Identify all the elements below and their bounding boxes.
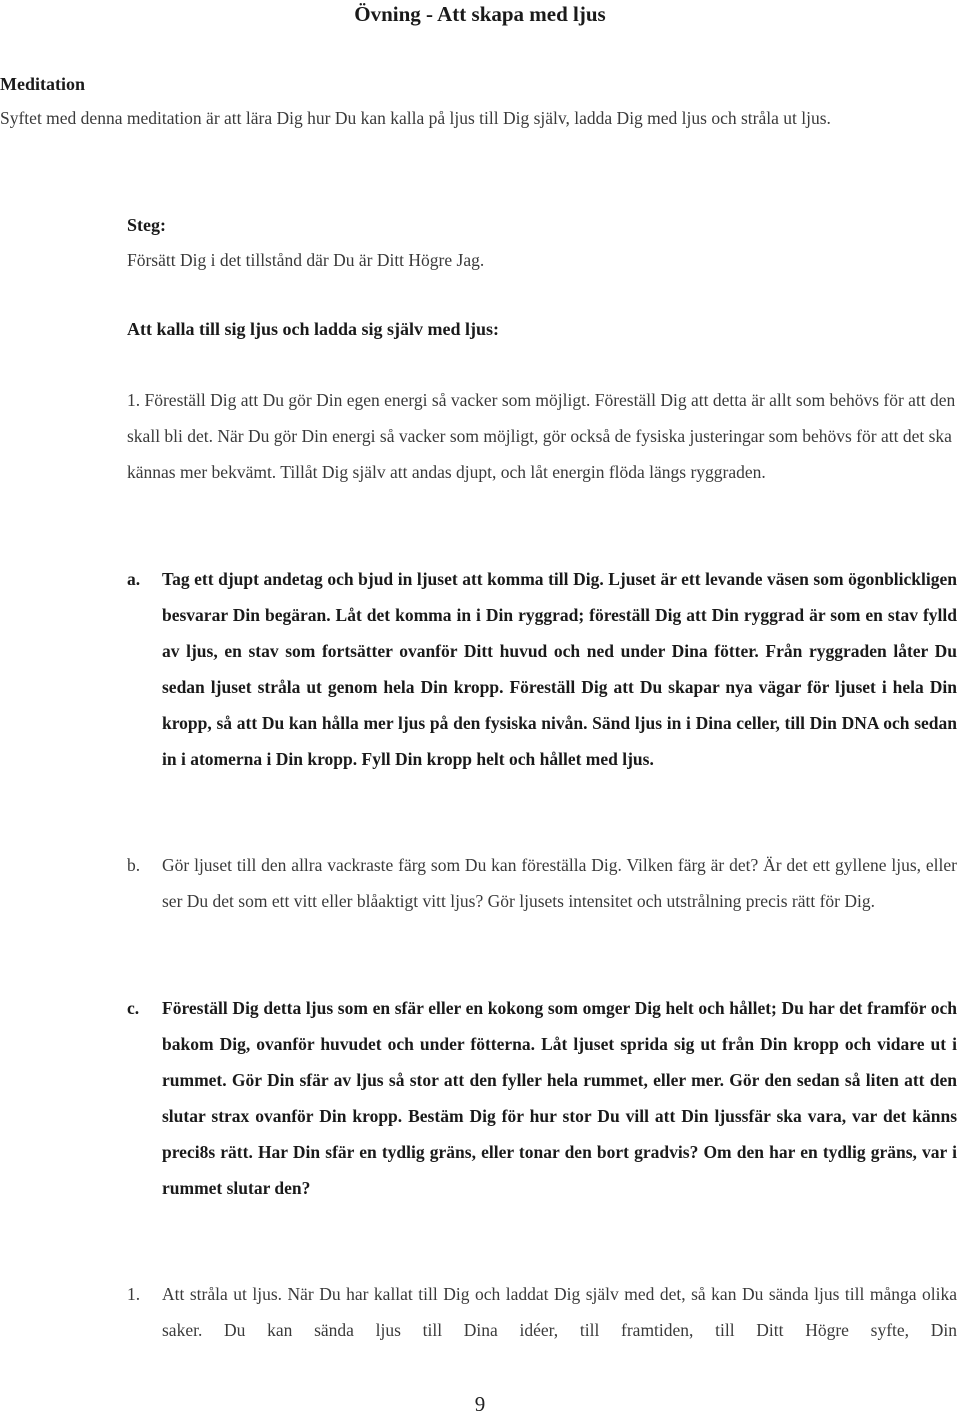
page-title: Övning - Att skapa med ljus [354,2,606,26]
steg-text: Försätt Dig i det tillstånd där Du är Ditt Högre Jag. [127,250,485,270]
subsection-heading: Att kalla till sig ljus och ladda sig själv med ljus: [127,319,500,339]
section-heading: Meditation [0,74,85,94]
list-marker: 1. [127,1284,141,1304]
list-item [127,561,957,777]
page-number: 9 [474,1392,486,1416]
list-item [127,1276,957,1348]
steg-heading: Steg: [127,215,166,235]
list-item-text: Föreställ Dig detta ljus som en sfär eller en kokong som omger Dig helt och hållet; Du har det framför och bakom Dig, ovanför huvudet och under fötterna. Låt ljuset sprida sig ut från Din kropp och vidare ut i rummet. Gör Din sfär av ljus så stor att den fyller hela rummet, eller mer. Gör den sedan så liten att den slutar strax ovanför Din kropp. Bestäm Dig för hur stor Du vill att Din ljussfär ska vara, var det känns preci8s rätt. Har Din sfär en tydlig gräns, eller tonar den bort gradvis? Om den har en tydlig gräns, var i rummet slutar den? [162,998,957,1198]
step-1-paragraph: 1. Föreställ Dig att Du gör Din egen energi så vacker som möjligt. Föreställ Dig att detta är allt som behövs för att den skall bli det. När Du gör Din energi så vacker som möjligt, gör också de fysiska justeringar som behövs för att det ska kännas mer bekvämt. Tillåt Dig själv att andas djupt, och låt energin flöda längs ryggraden. [127,390,956,482]
list-marker: b. [127,855,141,875]
list-item-text: Att stråla ut ljus. När Du har kallat till Dig och laddat Dig själv med det, så kan Du sända ljus till många olika saker. Du kan sända ljus till Dina idéer, till framtiden, till Ditt Högre syfte, Din [162,1284,957,1340]
list-marker: c. [127,998,140,1018]
list-item-text: Tag ett djupt andetag och bjud in ljuset att komma till Dig. Ljuset är ett levande väsen som ögonblickligen besvarar Din begäran. Låt det komma in i Din ryggrad; föreställ Dig att Din ryggrad är som en stav fylld av ljus, en stav som fortsätter ovanför Ditt huvud och ned under Dina fötter. Från ryggraden låter Du sedan ljuset stråla ut genom hela Din kropp. Föreställ Dig att Du skapar nya vägar för ljuset i hela Din kropp, så att Du kan hålla mer ljus på den fysiska nivån. Sänd ljus in i Dina celler, till Din DNA och sedan in i atomerna i Din kropp. Fyll Din kropp helt och hållet med ljus. [162,569,957,769]
intro-paragraph: Syftet med denna meditation är att lära Dig hur Du kan kalla på ljus till Dig själv, ladda Dig med ljus och stråla ut ljus. [0,108,831,128]
list-marker: a. [127,569,141,589]
list-item [127,847,957,919]
list-item-text: Gör ljuset till den allra vackraste färg som Du kan föreställa Dig. Vilken färg är det? Är det ett gyllene ljus, eller ser Du det som ett vitt eller blåaktigt vitt ljus? Gör ljusets intensitet och utstrålning precis rätt för Dig. [162,855,957,911]
list-item [127,990,957,1206]
